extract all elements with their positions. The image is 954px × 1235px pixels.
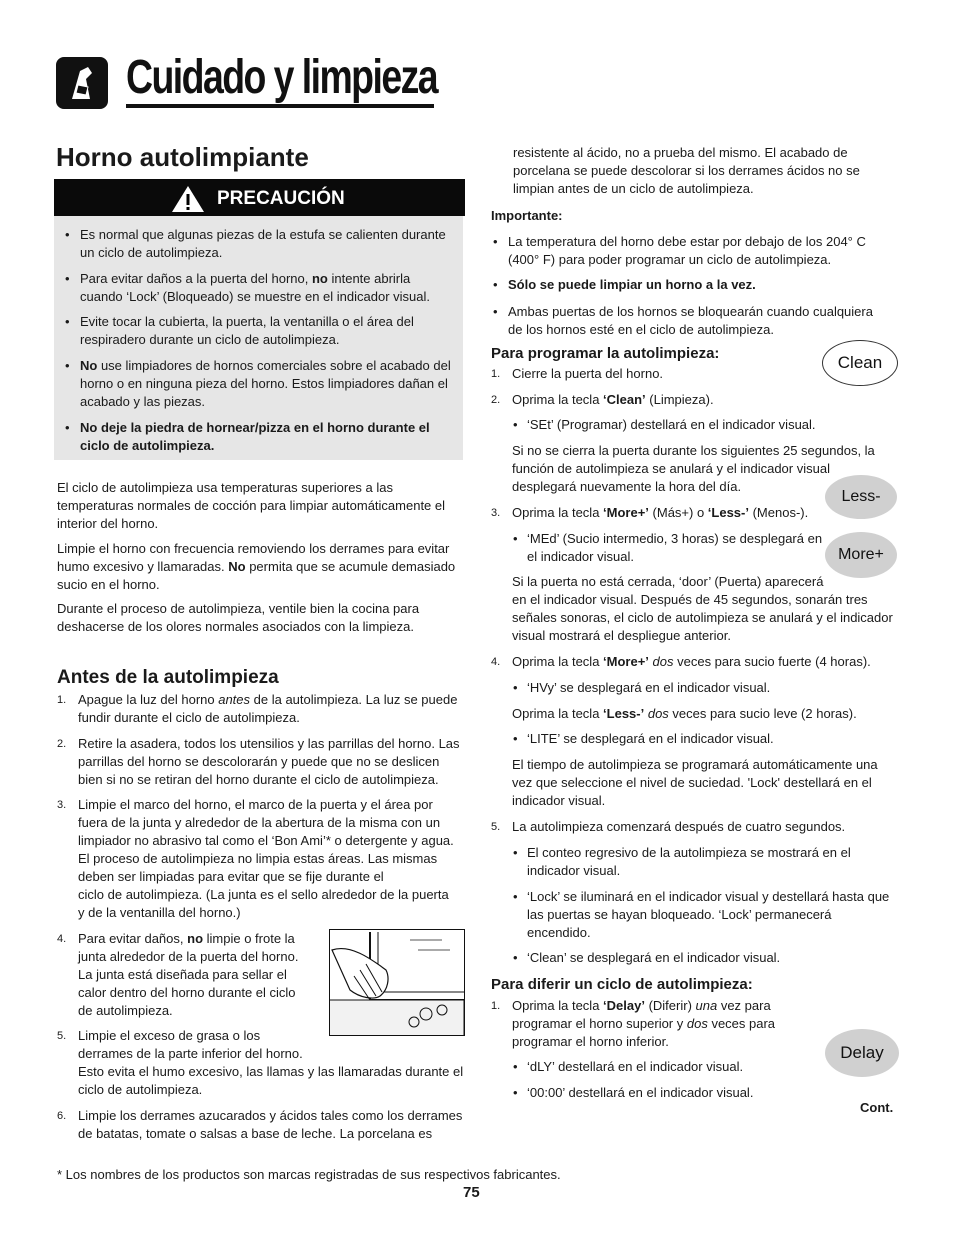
caution-item-3: Evite tocar la cubierta, la puerta, la ventanilla o el área del respiradero durante un ciclo de autolimpieza. xyxy=(80,314,414,347)
step-number: 5. xyxy=(57,1030,67,1042)
bullet: • xyxy=(493,304,498,319)
program-step-5: La autolimpieza comenzará después de cuatro segundos. xyxy=(512,819,846,834)
before-step-4: Para evitar daños, no limpie o frote la junta alrededor de la puerta del horno. La junta está diseñada para sellar el calor dentro del horno durante el ciclo de autolimpieza. xyxy=(78,931,299,1018)
important-item-2: Sólo se puede limpiar un horno a la vez. xyxy=(508,277,756,292)
section-title: Horno autolimpiante xyxy=(56,142,309,172)
bullet: • xyxy=(493,277,498,292)
page-header-title: Cuidado y limpieza xyxy=(126,51,438,104)
intro-paragraph-2: Limpie el horno con frecuencia removiendo los derrames para evitar humo excesivo y llamaradas. No permita que se acumule demasiado sucio en el horno. xyxy=(57,541,456,592)
care-logo-icon xyxy=(56,57,108,109)
program-title: Para programar la autolimpieza: xyxy=(491,345,720,362)
program-step-5-bullet-3: ‘Clean’ se desplegará en el indicador visual. xyxy=(527,950,781,965)
bullet: • xyxy=(513,731,518,746)
caution-item-4: No use limpiadores de hornos comerciales sobre el acabado del horno o en ninguna pieza del horno. Estos limpiadores dañan el acabado y las piezas. xyxy=(80,358,451,409)
bullet: • xyxy=(513,1059,518,1074)
delay-key: Delay xyxy=(825,1029,899,1077)
program-step-4-bullet-2: ‘LITE’ se desplegará en el indicador visual. xyxy=(527,731,774,746)
before-step-6: Limpie los derrames azucarados y ácidos tales como los derrames de batatas, tomate o salsas a base de leche. La porcelana es xyxy=(78,1108,463,1141)
bullet: • xyxy=(493,234,498,249)
step-number: 6. xyxy=(57,1110,67,1122)
bullet: • xyxy=(65,227,70,242)
program-step-5-bullet-2: ‘Lock’ se iluminará en el indicador visual y destellará hasta que las puertas se hayan bloqueado. ‘Lock’ permanecerá encendido. xyxy=(527,889,890,940)
important-item-1: La temperatura del horno debe estar por debajo de los 204° C (400° F) para poder programar un ciclo de autolimpieza. xyxy=(508,234,866,267)
step-number: 4. xyxy=(491,656,501,668)
before-step-2: Retire la asadera, todos los utensilios y las parrillas del horno. Las parrillas del horno se descolorarán y puede que no se deslicen bien si no se retiran del horno durante el ciclo de autolimpieza. xyxy=(78,736,460,787)
program-step-3-bullet: ‘MEd’ (Sucio intermedio, 3 horas) se desplegará en el indicador visual. xyxy=(527,531,823,564)
bullet: • xyxy=(65,271,70,286)
before-step-3: Limpie el marco del horno, el marco de la puerta y el área por fuera de la junta y alrededor de la abertura de la misma con un limpiador no abrasivo tal como el ‘Bon Ami’* o detergente y agua. El proceso de autolimpieza no limpia estas áreas. Las mismas deben ser limpiadas para evitar que se fije durante el ciclo de autolimpieza. (La junta es el sello alrededor de la puerta y de la ventanilla del horno.) xyxy=(78,797,454,920)
bullet: • xyxy=(65,358,70,373)
bullet: • xyxy=(513,531,518,546)
step-number: 5. xyxy=(491,821,501,833)
program-step-4-note: El tiempo de autolimpieza se programará automáticamente una vez que seleccione el nivel de suciedad. 'Lock' destellará en el indicador visual. xyxy=(512,757,878,808)
step-number: 2. xyxy=(491,394,501,406)
porcelain-continued: resistente al ácido, no a prueba del mismo. El acabado de porcelana se puede descolorar si los derrames ácidos no se limpian antes de un ciclo de autolimpieza. xyxy=(513,145,860,196)
delay-step-1: Oprima la tecla ‘Delay’ (Diferir) una vez para programar el horno superior y dos veces para programar el horno inferior. xyxy=(512,998,776,1049)
step-number: 2. xyxy=(57,738,67,750)
bullet: • xyxy=(513,1085,518,1100)
bullet: • xyxy=(513,845,518,860)
bullet: • xyxy=(65,420,70,435)
before-step-5: Limpie el exceso de grasa o los derrames de la parte inferior del horno. Esto evita el humo excesivo, las llamas y las llamaradas durante el ciclo de autolimpieza. xyxy=(78,1028,464,1097)
before-step-1: Apague la luz del horno antes de la autolimpieza. La luz se puede fundir durante el ciclo de autolimpieza. xyxy=(78,692,458,725)
bullet: • xyxy=(65,314,70,329)
program-step-4-bullet-1: ‘HVy’ se desplegará en el indicador visual. xyxy=(527,680,771,695)
program-step-5-bullet-1: El conteo regresivo de la autolimpieza se mostrará en el indicador visual. xyxy=(527,845,851,878)
delay-bullet-2: ‘00:00’ destellará en el indicador visual. xyxy=(527,1085,754,1100)
caution-item-1: Es normal que algunas piezas de la estufa se calienten durante un ciclo de autolimpieza. xyxy=(80,227,446,260)
step-number: 3. xyxy=(57,799,67,811)
continued-label: Cont. xyxy=(860,1100,894,1115)
more-key: More+ xyxy=(825,532,897,578)
caution-item-5: No deje la piedra de hornear/pizza en el horno durante el ciclo de autolimpieza. xyxy=(80,420,430,453)
step-number: 1. xyxy=(491,1000,501,1012)
delay-bullet-1: ‘dLY’ destellará en el indicador visual. xyxy=(527,1059,744,1074)
bullet: • xyxy=(513,417,518,432)
bullet: • xyxy=(513,950,518,965)
less-key: Less- xyxy=(825,475,897,519)
delay-title: Para diferir un ciclo de autolimpieza: xyxy=(491,976,753,993)
program-step-4-less: Oprima la tecla ‘Less-’ dos veces para sucio leve (2 horas). xyxy=(512,706,857,721)
caution-label: PRECAUCIÓN xyxy=(217,188,345,209)
intro-paragraph-1: El ciclo de autolimpieza usa temperaturas superiores a las temperaturas normales de cocción para limpiar automáticamente el interior del horno. xyxy=(57,480,446,531)
step-number: 1. xyxy=(491,368,501,380)
step-number: 3. xyxy=(491,507,501,519)
bullet: • xyxy=(513,680,518,695)
program-step-3: Oprima la tecla ‘More+’ (Más+) o ‘Less-’ (Menos-). xyxy=(512,505,809,520)
program-step-2-note: Si no se cierra la puerta durante los siguientes 25 segundos, la función de autolimpieza se anulará y el indicador visual desplegará nuevamente la hora del día. xyxy=(512,443,875,494)
program-step-4: Oprima la tecla ‘More+’ dos veces para sucio fuerte (4 horas). xyxy=(512,654,871,669)
caution-item-2: Para evitar daños a la puerta del horno, no intente abrirla cuando ‘Lock’ (Bloqueado) se muestre en el indicador visual. xyxy=(80,271,430,304)
program-step-3-note: Si la puerta no está cerrada, ‘door’ (Puerta) aparecerá en el indicador visual. Después de 45 segundos, sonarán tres señales sonoras, el ciclo de autolimpieza se anulará y el indicador visual mostrará el despliegue anterior. xyxy=(512,574,893,643)
bullet: • xyxy=(513,889,518,904)
clean-key: Clean xyxy=(822,340,898,386)
program-step-2-bullet: ‘SEt’ (Programar) destellará en el indicador visual. xyxy=(527,417,816,432)
footnote: * Los nombres de los productos son marcas registradas de sus respectivos fabricantes. xyxy=(57,1167,561,1182)
before-cleaning-title: Antes de la autolimpieza xyxy=(57,667,279,688)
program-step-1: Cierre la puerta del horno. xyxy=(512,366,664,381)
important-item-3: Ambas puertas de los hornos se bloquearán cuando cualquiera de los hornos esté en el ciclo de autolimpieza. xyxy=(508,304,873,337)
step-number: 1. xyxy=(57,694,67,706)
page-number: 75 xyxy=(463,1184,480,1201)
warning-triangle-icon xyxy=(171,185,205,218)
header-underline xyxy=(126,104,434,108)
step-number: 4. xyxy=(57,933,67,945)
intro-paragraph-3: Durante el proceso de autolimpieza, ventile bien la cocina para deshacerse de los olores normales asociados con la limpieza. xyxy=(57,601,420,634)
oven-gasket-illustration xyxy=(329,929,465,1036)
program-step-2: Oprima la tecla ‘Clean’ (Limpieza). xyxy=(512,392,714,407)
important-label: Importante: xyxy=(491,208,563,223)
